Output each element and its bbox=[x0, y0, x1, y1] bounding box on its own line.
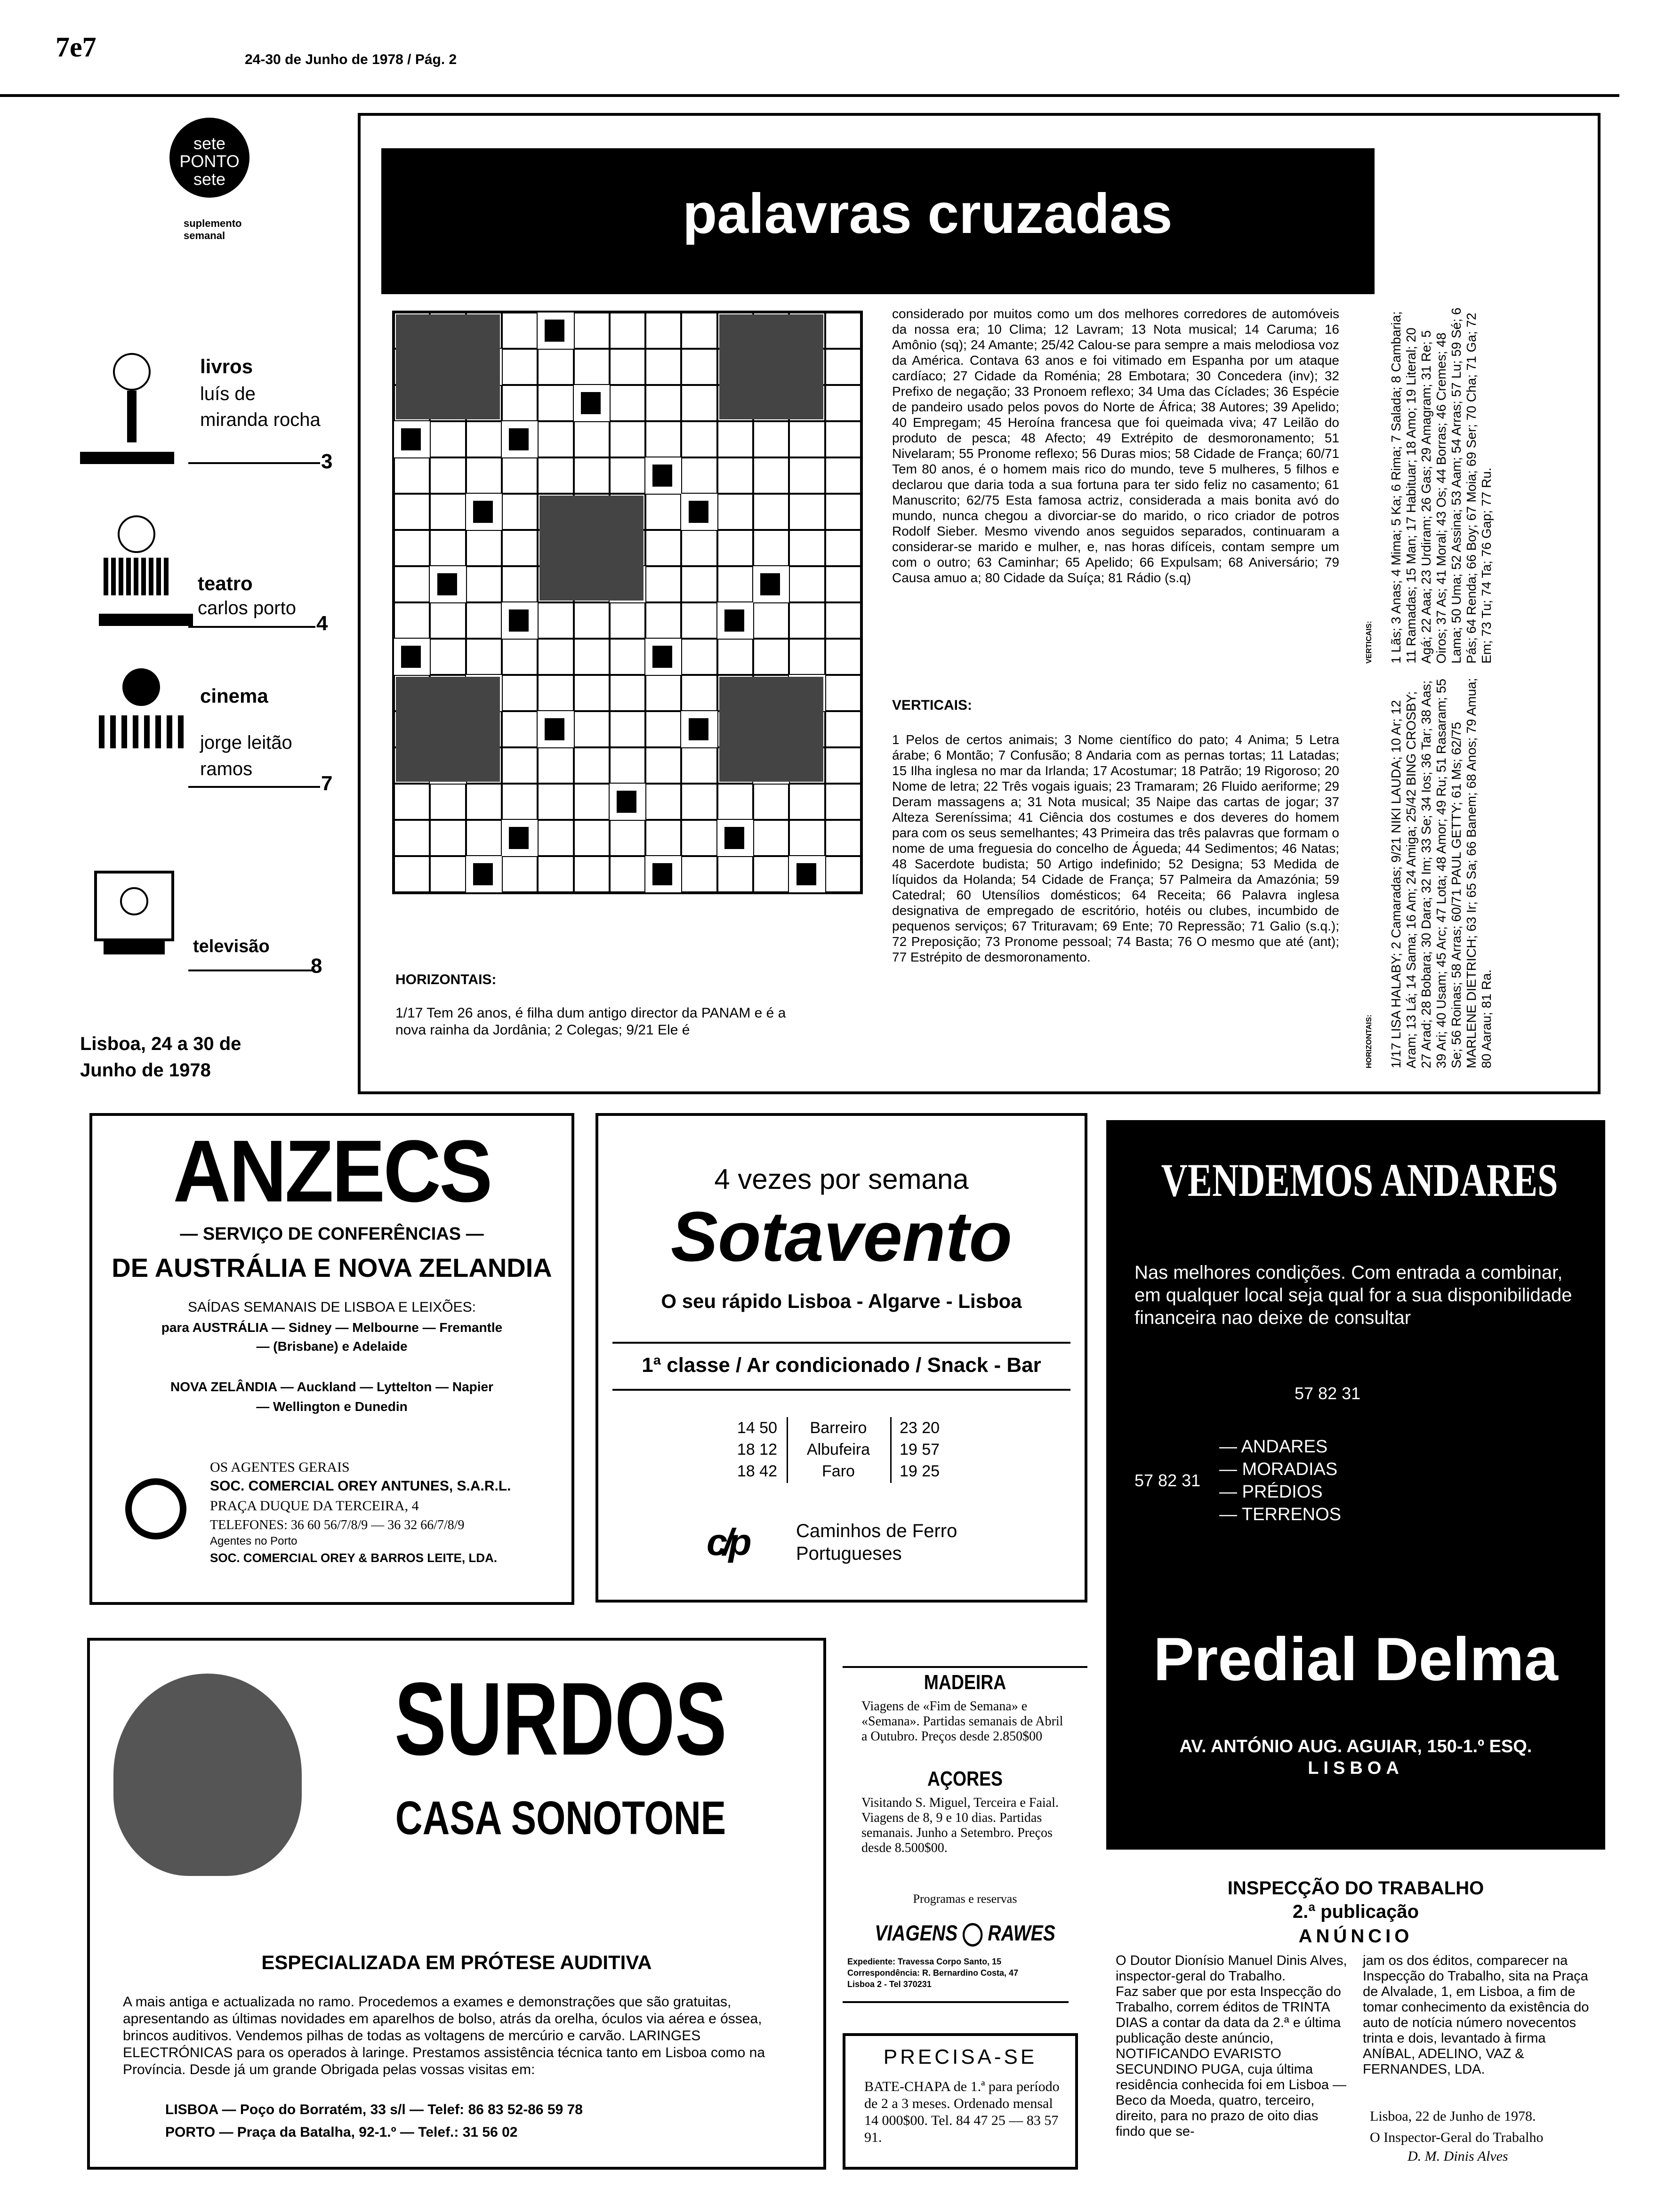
grid-block bbox=[724, 609, 744, 631]
sidebar bbox=[80, 108, 344, 1101]
grid-cell bbox=[717, 639, 753, 675]
grid-cell bbox=[789, 566, 825, 602]
livros-rule bbox=[188, 462, 320, 464]
ad-anzecs bbox=[89, 1113, 574, 1605]
grid-cell bbox=[681, 602, 717, 639]
grid-cell bbox=[753, 639, 789, 675]
grid-block bbox=[652, 465, 672, 486]
grid-cell bbox=[502, 349, 538, 385]
grid-cell bbox=[502, 566, 538, 602]
grid-cell bbox=[502, 530, 538, 566]
grid-cell bbox=[681, 856, 717, 892]
inspeccao-subtitle: 2.ª publicação bbox=[1292, 1901, 1419, 1922]
sotavento-top: 4 vezes por semana bbox=[714, 1163, 969, 1195]
orey-logo-icon bbox=[125, 1478, 186, 1539]
grid-cell bbox=[538, 820, 573, 856]
grid-cell bbox=[574, 349, 610, 385]
grid-cell bbox=[753, 421, 789, 457]
predial-item-1: — MORADIAS bbox=[1219, 1459, 1338, 1479]
grid-cell bbox=[538, 675, 573, 711]
surdos-lisboa: LISBOA — Poço do Borratém, 33 s/l — Telef: 86 83 52-86 59 78 bbox=[165, 2102, 583, 2117]
grid-cell bbox=[610, 747, 645, 784]
grid-photo bbox=[719, 314, 823, 419]
grid-cell bbox=[574, 747, 610, 784]
grid-cell bbox=[430, 530, 466, 566]
verticais-clues: 1 Pelos de certos animais; 3 Nome científico do pato; 4 Anima; 5 Letra árabe; 6 Montão; 7 Confusão; 8 Andaria com as pernas tortas; 11 Latadas; 15 Ilha inglesa no mar da Irlanda; 17 Acostumar; 18 Patrão; 19 Rigoroso; 20 Nome de letra; 22 Três vogais iguais; 23 Tramaram; 26 Fluido aeriforme; 29 Deram massagens a; 31 Nota musical; 35 Naipe das cartas de jogar; 37 Alteza Sereníssima; 41 Ciência dos costumes e dos deveres do homem para com os seus semelhantes; 43 Primeira das três palavras que formam o nome de uma freguesia do concelho de Águeda; 44 Sedimentos; 46 Natas; 48 Sacerdote budista; 50 Artigo indefinido; 52 Designa; 53 Medida de líquidos da Holanda; 54 Cidade de França; 57 Palmeira da Amazónia; 59 Catedral; 60 Utensílios domésticos; 64 Receita; 66 Palavra inglesa designativa de empregado de escritório, hotéis ou clubes, incumbido de pequenos serviços; 67 Trituravam; 69 Ente; 70 Repressão; 71 Galio (s.q.); 72 Preposição; 73 Pronome pessoal; 74 Basta; 76 O mesmo que até (ant); 77 Estrépito de desmoronamento. bbox=[892, 732, 1339, 964]
anzecs-line2: para AUSTRÁLIA — Sidney — Melbourne — Fremantle bbox=[161, 1320, 503, 1335]
ad-viagens bbox=[843, 1666, 1087, 2028]
grid-cell bbox=[610, 856, 645, 892]
sotavento-route: O seu rápido Lisboa - Algarve - Lisboa bbox=[661, 1290, 1022, 1312]
predial-phone1: 57 82 31 bbox=[1295, 1384, 1361, 1403]
solutions-verticais-text: 1 Lãs; 3 Anas; 4 Mima; 5 Ka; 6 Rima; 7 Salada; 8 Cambaria; 11 Ramadas; 15 Man; 17 Habituar; 18 Amo; 19 Literal; 20 Agá; 22 Aaa; 23 Urdiram; 26 Gas; 29 Amagram; 31 Re; 5 Oiros; 37 As; 41 Moral; 43 Os; 44 Borras; 46 Cremes; 48 Lama; 50 Uma; 52 Assina; 53 Aam; 54 Arras; 57 Lu; 59 Sé; 6 Pás; 64 Renda; 66 Boy; 67 Moia; 69 Ser; 70 Cha; 71 Ga; 72 Em; 73 Tu; 74 Ta; 76 Gap; 77 Ru. bbox=[1389, 307, 1494, 664]
grid-cell bbox=[466, 784, 502, 820]
grid-cell bbox=[574, 639, 610, 675]
grid-cell bbox=[610, 313, 645, 349]
grid-cell bbox=[574, 675, 610, 711]
grid-block bbox=[689, 718, 708, 740]
crossword-grid bbox=[392, 311, 863, 894]
grid-cell bbox=[825, 421, 861, 457]
grid-cell bbox=[502, 747, 538, 784]
crossword-title-banner bbox=[381, 148, 1375, 294]
grid-cell bbox=[753, 457, 789, 494]
predial-phone2: 57 82 31 bbox=[1134, 1471, 1201, 1490]
grid-cell bbox=[825, 530, 861, 566]
sotavento-services: 1ª classe / Ar condicionado / Snack - Bar bbox=[642, 1354, 1041, 1377]
grid-cell bbox=[466, 639, 502, 675]
grid-block bbox=[581, 392, 601, 414]
predial-item-0: — ANDARES bbox=[1219, 1437, 1328, 1457]
solutions-horizontais-rot: HORIZONTAIS: bbox=[1365, 1014, 1373, 1068]
sotavento-company1: Caminhos de Ferro bbox=[796, 1521, 957, 1541]
televisao-title: televisão bbox=[193, 937, 270, 956]
grid-cell bbox=[574, 711, 610, 747]
grid-cell bbox=[825, 675, 861, 711]
grid-cell bbox=[681, 639, 717, 675]
teatro-author: carlos porto bbox=[198, 598, 296, 618]
precisa-title: PRECISA-SE bbox=[883, 2045, 1038, 2068]
time-right-2: 19 25 bbox=[900, 1462, 940, 1480]
anzecs-subtitle: — SERVIÇO DE CONFERÊNCIAS — bbox=[180, 1224, 484, 1244]
viagens-brand-left: VIAGENS bbox=[875, 1921, 958, 1945]
station-1: Albufeira bbox=[806, 1441, 870, 1459]
grid-cell bbox=[645, 747, 681, 784]
madeira-text: Viagens de «Fim de Semana» e «Semana». Partidas semanais de Abril a Outubro. Preços desde 2.850$00 bbox=[861, 1699, 1063, 1744]
grid-cell bbox=[645, 421, 681, 457]
grid-cell bbox=[789, 494, 825, 530]
predial-brand: Predial Delma bbox=[1153, 1625, 1558, 1693]
surdos-subtitle: CASA SONOTONE bbox=[395, 1792, 726, 1844]
grid-cell bbox=[681, 566, 717, 602]
header-rule bbox=[0, 94, 1619, 97]
grid-cell bbox=[502, 385, 538, 421]
grid-cell bbox=[610, 349, 645, 385]
anzecs-region: DE AUSTRÁLIA E NOVA ZELANDIA bbox=[112, 1253, 552, 1282]
grid-block bbox=[473, 501, 493, 522]
grid-cell bbox=[394, 820, 430, 856]
sun-icon bbox=[963, 1923, 983, 1947]
livros-page: 3 bbox=[321, 450, 333, 473]
televisao-icon bbox=[94, 852, 179, 955]
horizontais-start: 1/17 Tem 26 anos, é filha dum antigo director da PANAM e é a nova rainha da Jordânia; 2 Colegas; 9/21 Ele é bbox=[395, 1005, 786, 1038]
verticais-heading: VERTICAIS: bbox=[892, 697, 973, 713]
acores-title: AÇORES bbox=[927, 1767, 1003, 1790]
time-left-2: 18 42 bbox=[737, 1462, 777, 1480]
predial-title: VENDEMOS ANDARES bbox=[1161, 1154, 1558, 1206]
solutions-horizontais-text: 1/17 LISA HALABY; 2 Camaradas; 9/21 NIKI LAUDA; 10 Ar; 12 Aram; 13 Lá; 14 Sama; 16 Am; 24 Amiga; 25/42 BING CROSBY; 27 Arad; 28 Bobara; 30 Dara; 32 Im; 33 Se; 34 Ios; 36 Tar; 38 Aas; 39 Ari; 40 Usam; 45 Arc; 47 Lota; 48 Amor; 49 Ru; 51 Rasaram; 55 Se; 56 Roinas; 58 Arras; 60/71 PAUL GETTY; 61 Ms; 62/75 MARLENE DIETRICH; 63 Ir; 65 Sa; 66 Banem; 68 Anos; 79 Amua; 80 Aarau; 81 Ra. bbox=[1389, 678, 1494, 1068]
teatro-icon bbox=[99, 511, 174, 605]
grid-cell bbox=[610, 385, 645, 421]
anzecs-agents4: TELEFONES: 36 60 56/7/8/9 — 36 32 66/7/8/9 bbox=[210, 1518, 465, 1532]
livros-title: livros bbox=[200, 355, 253, 377]
grid-cell bbox=[538, 602, 573, 639]
grid-cell bbox=[645, 602, 681, 639]
grid-cell bbox=[502, 711, 538, 747]
grid-cell bbox=[825, 856, 861, 892]
grid-cell bbox=[645, 566, 681, 602]
grid-block bbox=[509, 827, 529, 849]
grid-cell bbox=[610, 457, 645, 494]
grid-cell bbox=[466, 530, 502, 566]
predial-items bbox=[1219, 1435, 1341, 1526]
grid-cell bbox=[466, 457, 502, 494]
solutions-block bbox=[1365, 301, 1591, 1078]
grid-cell bbox=[825, 313, 861, 349]
predial-item-3: — TERRENOS bbox=[1219, 1505, 1342, 1524]
anzecs-line3: — (Brisbane) e Adelaide bbox=[256, 1339, 408, 1354]
sidebar-footer: Lisboa, 24 a 30 de Junho de 1978 bbox=[80, 1034, 241, 1081]
anzecs-line1: SAÍDAS SEMANAIS DE LISBOA E LEIXÕES: bbox=[188, 1299, 476, 1315]
grid-cell bbox=[610, 421, 645, 457]
grid-cell bbox=[538, 385, 573, 421]
station-0: Barreiro bbox=[810, 1419, 867, 1437]
livros-author: luís de miranda rocha bbox=[200, 384, 321, 430]
grid-cell bbox=[538, 457, 573, 494]
grid-cell bbox=[538, 747, 573, 784]
grid-cell bbox=[574, 457, 610, 494]
sotavento-rule2 bbox=[612, 1389, 1070, 1391]
ad-predial-delma bbox=[1106, 1120, 1605, 1850]
grid-cell bbox=[717, 856, 753, 892]
grid-cell bbox=[717, 457, 753, 494]
grid-cell bbox=[753, 494, 789, 530]
grid-cell bbox=[645, 385, 681, 421]
grid-cell bbox=[645, 494, 681, 530]
surdos-body: A mais antiga e actualizada no ramo. Procedemos a exames e demonstrações que são gratuitas, apresentando as últimas novidades em aparelhos de bolso, atrás da orelha, óculos via aérea e óssea, brincos auditivos. Vendemos pilhas de todas as voltagens de mercúrio e carvão. LARINGES ELECTRÓNICAS para os operados à laringe. Prestamos assistência técnica tanto em Lisboa como na Província. Desde já um grande Obrigada pelas vossas visitas em: bbox=[123, 1994, 765, 2077]
sotavento-rule bbox=[612, 1342, 1070, 1344]
grid-cell bbox=[789, 457, 825, 494]
grid-block bbox=[509, 609, 529, 631]
grid-cell bbox=[394, 494, 430, 530]
time-left-1: 18 12 bbox=[737, 1441, 777, 1459]
grid-cell bbox=[574, 421, 610, 457]
grid-cell bbox=[538, 784, 573, 820]
surdos-specialty: ESPECIALIZADA EM PRÓTESE AUDITIVA bbox=[261, 1951, 652, 1973]
grid-photo bbox=[539, 496, 643, 601]
cinema-author: jorge leitão ramos bbox=[200, 732, 292, 779]
grid-cell bbox=[825, 385, 861, 421]
grid-cell bbox=[430, 820, 466, 856]
inspeccao-heading: ANÚNCIO bbox=[1298, 1926, 1413, 1947]
inspeccao-date: Lisboa, 22 de Junho de 1978. bbox=[1370, 2108, 1536, 2124]
ad-surdos bbox=[87, 1638, 826, 2170]
grid-block bbox=[796, 863, 816, 885]
grid-cell bbox=[645, 313, 681, 349]
grid-cell bbox=[645, 820, 681, 856]
acores-text: Visitando S. Miguel, Terceira e Faial. Viagens de 8, 9 e 10 dias. Partidas semanais. Junho a Setembro. Preços desde 8.500$00. bbox=[861, 1795, 1059, 1855]
grid-cell bbox=[825, 566, 861, 602]
grid-cell bbox=[502, 457, 538, 494]
grid-cell bbox=[430, 856, 466, 892]
grid-cell bbox=[574, 313, 610, 349]
livros-brand-tag bbox=[80, 452, 174, 464]
grid-cell bbox=[502, 639, 538, 675]
inspeccao-col1: O Doutor Dionísio Manuel Dinis Alves, inspector-geral do Trabalho. Faz saber que por esta Inspecção do Trabalho, correm éditos de TRINTA DIAS a contar da data da 2.ª e última publicação deste anúncio, NOTIFICANDO EVARISTO SECUNDINO PUGA, cuja última residência conhecida foi em Lisboa — Beco da Moeda, quatro, terceiro, direito, para no prazo de oito dias findo que se- bbox=[1116, 1953, 1347, 2139]
grid-cell bbox=[825, 747, 861, 784]
grid-cell bbox=[538, 349, 573, 385]
teatro-brand-tag bbox=[99, 614, 193, 626]
grid-cell bbox=[753, 784, 789, 820]
grid-cell bbox=[538, 639, 573, 675]
time-right-0: 23 20 bbox=[900, 1419, 940, 1437]
grid-cell bbox=[825, 784, 861, 820]
grid-cell bbox=[825, 602, 861, 639]
madeira-title: MADEIRA bbox=[924, 1671, 1006, 1694]
anzecs-line4: NOVA ZELÂNDIA — Auckland — Lyttelton — Napier bbox=[170, 1379, 494, 1394]
grid-cell bbox=[789, 784, 825, 820]
predial-address2: LISBOA bbox=[1308, 1758, 1404, 1778]
grid-cell bbox=[538, 421, 573, 457]
anzecs-agents3: PRAÇA DUQUE DA TERCEIRA, 4 bbox=[210, 1498, 419, 1514]
grid-photo bbox=[719, 677, 823, 782]
grid-cell bbox=[430, 784, 466, 820]
grid-block bbox=[689, 501, 708, 522]
grid-cell bbox=[430, 639, 466, 675]
time-left-0: 14 50 bbox=[737, 1419, 777, 1437]
grid-block bbox=[545, 320, 564, 341]
cinema-icon bbox=[99, 668, 184, 762]
grid-cell bbox=[753, 602, 789, 639]
grid-block bbox=[724, 827, 744, 849]
grid-cell bbox=[466, 820, 502, 856]
grid-cell bbox=[394, 602, 430, 639]
grid-cell bbox=[645, 711, 681, 747]
grid-cell bbox=[466, 602, 502, 639]
clues-continued: considerado por muitos como um dos melhores corredores de automóveis da nossa era; 10 Clima; 12 Lavram; 13 Nota musical; 14 Caruma; 16 Amônio (sq); 24 Amante; 25/42 Calou-se para sempre a mais melodiosa voz da América. Contava 63 anos e foi vitimado em Espanha por um ataque cardíaco; 27 Cidade da Roménia; 28 Embotara; 30 Concedera (inv); 32 Prefixo de negação; 33 Pronoem reflexo; 34 Uma das Cíclades; 36 Espécie de pandeiro usado pelos povos do Norte de África; 38 Autores; 39 Apelido; 40 Empregam; 45 Heroína francesa que foi queimada viva; 47 Leilão do produto de pesca; 48 Afecto; 49 Extrépito de desmoronamento; 51 Nivelaram; 55 Pronome reflexo; 56 Duras mios; 58 Cidade de França; 60/71 Tem 80 anos, é o homem mais rico do mundo, teve 5 mulheres, 5 filhos e declarou que daria toda a sua fortuna para ter sido feliz no casamento; 61 Manuscrito; 62/75 Esta famosa actriz, considerada a mais bonita avó do mundo, nunca chegou a divorciar-se do marido, o rico criador de potros Rodolf Sieber. Mesmo vivendo anos seguidos separados, continuaram a considerar-se marido e mulher, e, nas horas difíceis, contam sempre um com o outro; 63 Caminhar; 65 Apelido; 66 Expulsam; 68 Aniversário; 79 Causa amuo a; 80 Cidade da Suíça; 81 Rádio (s.q) bbox=[892, 306, 1339, 585]
grid-block bbox=[545, 718, 564, 740]
grid-cell bbox=[610, 675, 645, 711]
grid-cell bbox=[681, 530, 717, 566]
ad-inspeccao bbox=[1106, 1873, 1605, 2174]
grid-photo bbox=[396, 677, 500, 782]
cp-logo-icon: c/p bbox=[707, 1521, 747, 1563]
grid-cell bbox=[430, 457, 466, 494]
grid-cell bbox=[502, 675, 538, 711]
grid-cell bbox=[825, 457, 861, 494]
grid-cell bbox=[430, 602, 466, 639]
grid-cell bbox=[466, 421, 502, 457]
grid-cell bbox=[753, 530, 789, 566]
grid-cell bbox=[645, 349, 681, 385]
inspeccao-sign1: O Inspector-Geral do Trabalho bbox=[1370, 2130, 1544, 2145]
grid-block bbox=[473, 863, 493, 885]
anzecs-agents2: SOC. COMERCIAL OREY ANTUNES, S.A.R.L. bbox=[210, 1478, 511, 1494]
grid-photo bbox=[396, 314, 500, 419]
grid-cell bbox=[502, 784, 538, 820]
surdos-title: SURDOS bbox=[394, 1661, 727, 1777]
viagens-brand-right: RAWES bbox=[988, 1921, 1055, 1945]
viagens-expediente: Expediente: Travessa Corpo Santo, 15 bbox=[847, 1957, 1002, 1966]
horizontais-heading: HORIZONTAIS: bbox=[395, 972, 497, 987]
viagens-brand bbox=[861, 1920, 1069, 1947]
viagens-reservas: Programas e reservas bbox=[913, 1892, 1017, 1906]
anzecs-title: ANZECS bbox=[173, 1122, 491, 1221]
livros-icon bbox=[108, 348, 155, 452]
grid-cell bbox=[825, 820, 861, 856]
grid-cell bbox=[610, 639, 645, 675]
televisao-rule bbox=[188, 970, 315, 971]
grid-block bbox=[437, 573, 457, 595]
teatro-rule bbox=[188, 626, 315, 628]
grid-cell bbox=[681, 349, 717, 385]
grid-cell bbox=[574, 784, 610, 820]
grid-cell bbox=[825, 711, 861, 747]
grid-cell bbox=[825, 494, 861, 530]
grid-block bbox=[617, 791, 636, 812]
viagens-correspondencia: Correspondência: R. Bernardino Costa, 47 bbox=[847, 1968, 1019, 1978]
televisao-page: 8 bbox=[311, 954, 322, 978]
grid-cell bbox=[502, 856, 538, 892]
grid-cell bbox=[681, 385, 717, 421]
grid-cell bbox=[430, 494, 466, 530]
grid-cell bbox=[574, 856, 610, 892]
grid-cell bbox=[717, 784, 753, 820]
grid-cell bbox=[681, 784, 717, 820]
grid-cell bbox=[610, 711, 645, 747]
anzecs-agents1: OS AGENTES GERAIS bbox=[210, 1459, 350, 1475]
grid-cell bbox=[574, 820, 610, 856]
grid-cell bbox=[394, 457, 430, 494]
inspeccao-title: INSPECÇÃO DO TRABALHO bbox=[1227, 1878, 1484, 1899]
grid-cell bbox=[789, 639, 825, 675]
grid-cell bbox=[430, 421, 466, 457]
grid-cell bbox=[645, 530, 681, 566]
grid-cell bbox=[681, 820, 717, 856]
grid-block bbox=[509, 428, 529, 450]
grid-cell bbox=[394, 856, 430, 892]
anzecs-agents6: SOC. COMERCIAL OREY & BARROS LEITE, LDA. bbox=[210, 1551, 498, 1565]
grid-block bbox=[652, 863, 672, 885]
grid-cell bbox=[717, 530, 753, 566]
grid-cell bbox=[645, 784, 681, 820]
grid-block bbox=[401, 428, 421, 450]
solutions-verticais-rot: VERTICAIS: bbox=[1365, 621, 1373, 664]
grid-cell bbox=[574, 602, 610, 639]
grid-cell bbox=[502, 313, 538, 349]
time-right-1: 19 57 bbox=[900, 1441, 940, 1459]
grid-cell bbox=[681, 675, 717, 711]
inspeccao-col2: jam os dos éditos, comparecer na Inspecção do Trabalho, sita na Praça de Alvalade, 1, em Lisboa, a fim de tomar conhecimento da existência do auto de notícia número novecentos trinta e dois, levantado à firma ANÍBAL, ADELINO, VAZ & FERNANDES, LDA. bbox=[1363, 1953, 1589, 2077]
grid-cell bbox=[610, 820, 645, 856]
grid-cell bbox=[717, 494, 753, 530]
grid-cell bbox=[789, 530, 825, 566]
ad-sotavento bbox=[595, 1113, 1087, 1603]
grid-cell bbox=[825, 639, 861, 675]
grid-block bbox=[652, 646, 672, 667]
grid-block bbox=[401, 646, 421, 667]
predial-address1: AV. ANTÓNIO AUG. AGUIAR, 150-1.º ESQ. bbox=[1179, 1737, 1532, 1756]
cinema-rule bbox=[188, 786, 320, 788]
surdos-porto: PORTO — Praça da Batalha, 92-1.º — Telef.: 31 56 02 bbox=[165, 2124, 518, 2140]
grid-cell bbox=[681, 421, 717, 457]
grid-cell bbox=[789, 820, 825, 856]
grid-cell bbox=[753, 820, 789, 856]
ad-precisa-se bbox=[843, 2033, 1078, 2170]
grid-cell bbox=[681, 313, 717, 349]
anzecs-line5: — Wellington e Dunedin bbox=[256, 1399, 408, 1414]
grid-cell bbox=[394, 566, 430, 602]
sonotone-portrait bbox=[113, 1674, 302, 1876]
grid-cell bbox=[789, 421, 825, 457]
precisa-text: BATE-CHAPA de 1.ª para período de 2 a 3 meses. Ordenado mensal 14 000$00. Tel. 84 47 25 — 83 57 91. bbox=[864, 2079, 1060, 2145]
grid-cell bbox=[610, 602, 645, 639]
grid-cell bbox=[717, 566, 753, 602]
grid-cell bbox=[466, 566, 502, 602]
sidebar-subtitle: suplemento semanal bbox=[184, 217, 242, 241]
sotavento-title: Sotavento bbox=[670, 1197, 1013, 1276]
inspeccao-sign2: D. M. Dinis Alves bbox=[1408, 2148, 1508, 2164]
grid-cell bbox=[681, 457, 717, 494]
anzecs-agents5: Agentes no Porto bbox=[210, 1535, 298, 1547]
grid-cell bbox=[502, 494, 538, 530]
grid-cell bbox=[394, 530, 430, 566]
station-2: Faro bbox=[822, 1462, 855, 1480]
predial-item-2: — PRÉDIOS bbox=[1219, 1482, 1323, 1502]
grid-cell bbox=[538, 856, 573, 892]
grid-cell bbox=[825, 349, 861, 385]
viagens-lisboa-tel: Lisboa 2 - Tel 370231 bbox=[847, 1980, 932, 1989]
grid-cell bbox=[789, 602, 825, 639]
header-logo: 7e7 bbox=[56, 32, 97, 63]
cinema-page: 7 bbox=[321, 772, 333, 795]
grid-block bbox=[760, 573, 780, 595]
header-date: 24-30 de Junho de 1978 / Pág. 2 bbox=[245, 52, 457, 67]
grid-cell bbox=[681, 747, 717, 784]
grid-cell bbox=[717, 421, 753, 457]
predial-text: Nas melhores condições. Com entrada a combinar, em qualquer local seja qual for a sua disponibilidade financeira nao deixe de consultar bbox=[1134, 1262, 1572, 1328]
sotavento-company2: Portugueses bbox=[796, 1543, 902, 1564]
crossword-title: palavras cruzadas bbox=[683, 182, 1173, 245]
grid-cell bbox=[753, 856, 789, 892]
cinema-title: cinema bbox=[200, 685, 268, 707]
sete-ponto-sete-badge: sete PONTO sete bbox=[169, 118, 249, 198]
grid-cell bbox=[645, 675, 681, 711]
teatro-page: 4 bbox=[316, 612, 328, 635]
grid-cell bbox=[394, 784, 430, 820]
teatro-title: teatro bbox=[198, 572, 253, 594]
